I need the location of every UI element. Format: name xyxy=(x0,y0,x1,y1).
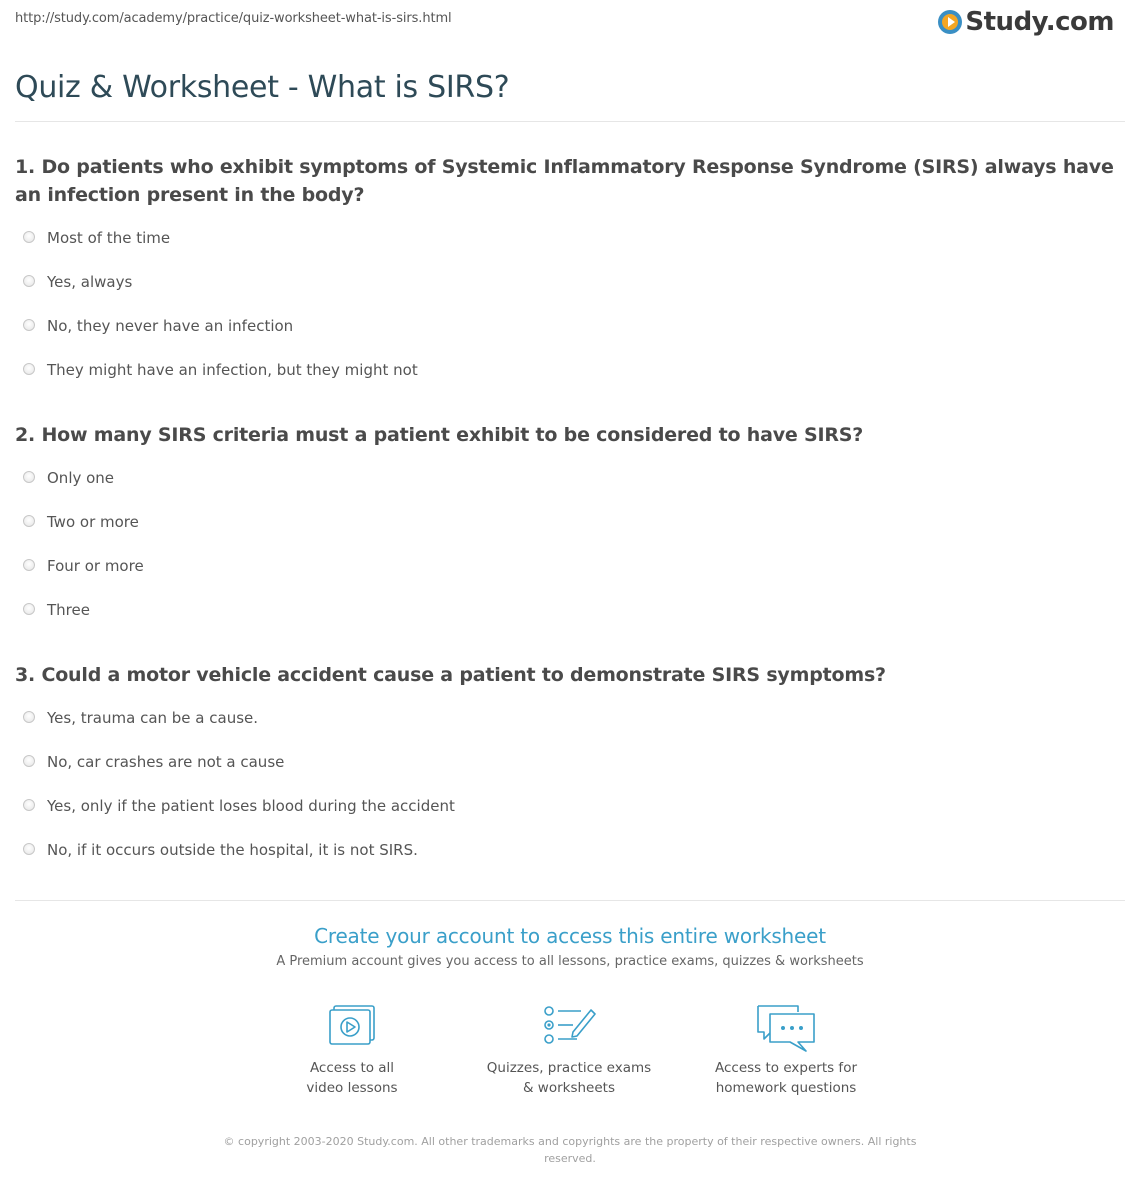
radio-icon[interactable] xyxy=(23,471,35,483)
answer-label: Yes, trauma can be a cause. xyxy=(47,709,259,727)
page-title: Quiz & Worksheet - What is SIRS? xyxy=(15,70,510,105)
question-3 xyxy=(15,661,1115,872)
radio-icon[interactable] xyxy=(23,799,35,811)
page-url: http://study.com/academy/practice/quiz-worksheet-what-is-sirs.html xyxy=(15,11,452,26)
radio-icon[interactable] xyxy=(23,711,35,723)
answer-label: Four or more xyxy=(47,557,144,575)
answer-option[interactable] xyxy=(15,740,1115,784)
feature-quizzes xyxy=(479,1004,659,1098)
feature-line: Access to all xyxy=(309,1060,395,1076)
answer-label: Two or more xyxy=(47,513,139,531)
video-lessons-icon xyxy=(326,1004,378,1048)
answer-label: Three xyxy=(47,601,90,619)
answer-option[interactable] xyxy=(15,696,1115,740)
answer-option[interactable] xyxy=(15,500,1115,544)
radio-icon[interactable] xyxy=(23,755,35,767)
play-logo-icon xyxy=(938,10,962,34)
create-account-link[interactable]: Create your account to access this entire worksheet xyxy=(314,924,826,948)
answer-option[interactable] xyxy=(15,828,1115,872)
question-2 xyxy=(15,421,1115,632)
feature-line: homework questions xyxy=(715,1080,857,1096)
cta-divider xyxy=(15,900,1125,901)
answer-label: Only one xyxy=(47,469,115,487)
answer-options xyxy=(15,216,1115,392)
chat-bubbles-icon xyxy=(754,1004,818,1054)
feature-line: & worksheets xyxy=(522,1080,615,1096)
copyright-notice: © copyright 2003-2020 Study.com. All other trademarks and copyrights are the property of their respective owners. All rights reserved. xyxy=(223,1135,917,1165)
radio-icon[interactable] xyxy=(23,231,35,243)
answer-option[interactable] xyxy=(15,544,1115,588)
title-divider xyxy=(15,121,1125,122)
cta-subtitle: A Premium account gives you access to all lessons, practice exams, quizzes & worksheets xyxy=(276,954,864,969)
answer-option[interactable] xyxy=(15,588,1115,632)
answer-label: Most of the time xyxy=(47,229,171,247)
feature-video-lessons xyxy=(262,1004,442,1098)
question-1 xyxy=(15,153,1115,392)
radio-icon[interactable] xyxy=(23,319,35,331)
feature-line: video lessons xyxy=(306,1080,398,1096)
answer-option[interactable] xyxy=(15,216,1115,260)
answer-label: No, car crashes are not a cause xyxy=(47,753,285,771)
radio-icon[interactable] xyxy=(23,275,35,287)
question-text: 1. Do patients who exhibit symptoms of Systemic Inflammatory Response Syndrome (SIRS) always have an infection present in the body? xyxy=(15,156,1114,206)
answer-option[interactable] xyxy=(15,260,1115,304)
feature-line: Quizzes, practice exams xyxy=(486,1060,652,1076)
feature-label xyxy=(479,1058,659,1098)
radio-icon[interactable] xyxy=(23,603,35,615)
radio-icon[interactable] xyxy=(23,843,35,855)
radio-icon[interactable] xyxy=(23,515,35,527)
question-text: 2. How many SIRS criteria must a patient exhibit to be considered to have SIRS? xyxy=(15,424,864,446)
answer-option[interactable] xyxy=(15,456,1115,500)
question-text: 3. Could a motor vehicle accident cause a patient to demonstrate SIRS symptoms? xyxy=(15,664,886,686)
answer-options xyxy=(15,696,1115,872)
answer-label: Yes, only if the patient loses blood during the accident xyxy=(47,797,455,815)
feature-line: Access to experts for xyxy=(714,1060,857,1076)
answer-label: They might have an infection, but they might not xyxy=(47,361,418,379)
answer-options xyxy=(15,456,1115,632)
radio-icon[interactable] xyxy=(23,363,35,375)
quiz-checklist-icon xyxy=(541,1004,597,1048)
feature-label xyxy=(262,1058,442,1098)
answer-label: Yes, always xyxy=(47,273,133,291)
logo-text: Study.com xyxy=(965,7,1114,37)
radio-icon[interactable] xyxy=(23,559,35,571)
feature-experts xyxy=(696,1004,876,1098)
answer-label: No, if it occurs outside the hospital, it is not SIRS. xyxy=(47,841,418,859)
study-logo[interactable] xyxy=(938,7,1114,37)
feature-label xyxy=(696,1058,876,1098)
answer-label: No, they never have an infection xyxy=(47,317,294,335)
answer-option[interactable] xyxy=(15,348,1115,392)
answer-option[interactable] xyxy=(15,784,1115,828)
answer-option[interactable] xyxy=(15,304,1115,348)
